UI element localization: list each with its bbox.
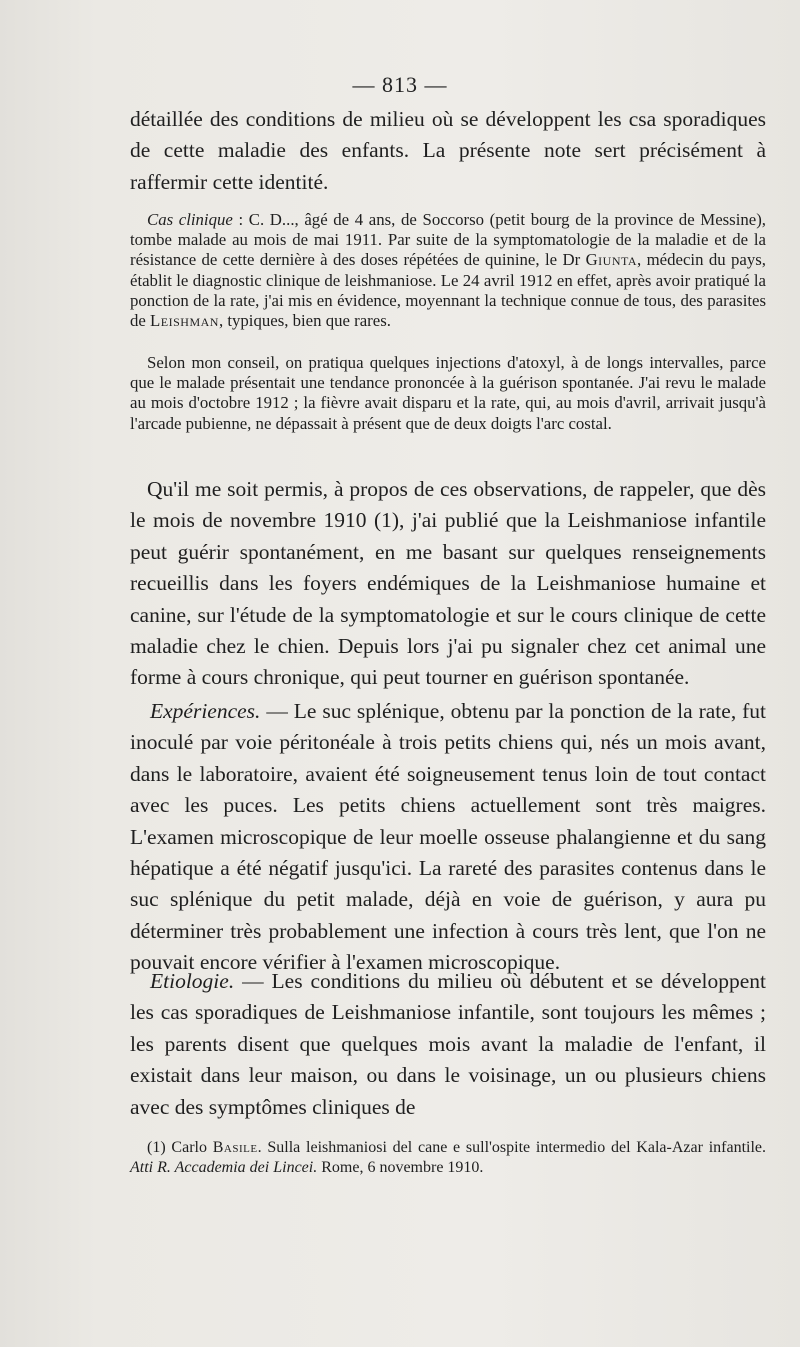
experiences-paragraph xyxy=(130,696,766,979)
case-text-a: : C. D..., âgé de 4 ans, de Soccorso (petit bourg de la province de Messine), tombe malade au mois de mai 1911. Par suite de la symptomatologie de la maladie et de la résistance de cette dernière à des doses répétées de quinine, le Dr xyxy=(130,210,766,270)
experiences-text: — Le suc splénique, obtenu par la ponction de la rate, fut inoculé par voie péritonéale à trois petits chiens qui, nés un mois avant, dans le laboratoire, avaient été soigneusement tenus loin de tout contact avec les puces. Les petits chiens actuellement sont très maigres. L'examen microscopique de leur moelle osseuse phalangienne et du sang hépatique a été négatif jusqu'ici. La rareté des parasites contenus dans le suc splénique du petit malade, déjà en voie de guérison, y aura pu déterminer très probablement une infection à cours très lent, que l'on ne pouvait encore vérifier à l'examen microscopique. xyxy=(130,699,766,975)
case-text-c: , typiques, bien que rares. xyxy=(218,311,391,331)
footnote-journal: Atti R. Accademia dei Lincei. xyxy=(130,1159,318,1176)
footnote xyxy=(130,1138,766,1178)
atoxyl-paragraph: Selon mon conseil, on pratiqua quelques injections d'atoxyl, à de longs intervalles, parce que le malade présentait une tendance prononcée à la guérison spontanée. J'ai revu le malade au mois d'octobre 1912 ; la fièvre avait disparu et la rate, qui, au mois d'avril, arrivait jusqu'à l'arcade pubienne, ne dépassait à présent que de deux doigts l'arc costal. xyxy=(130,353,766,433)
etiologie-text: — Les conditions du milieu où débutent et se développent les cas sporadiques de Leishmaniose infantile, sont toujours les mêmes ; les parents disent que quelques mois avant la maladie de l'enfant, il existait dans leur maison, ou dans le voisinage, un ou plusieurs chiens avec des symptômes cliniques de xyxy=(130,969,766,1119)
case-text-b: , médecin du pays, établit le diagnostic clinique de leishmaniose. Le 24 avril 1912 en effet, après avoir pratiqué la ponction de la rate, j'ai mis en évidence, moyennant la technique connue de tous, des parasites de xyxy=(130,250,766,331)
rappel-paragraph: Qu'il me soit permis, à propos de ces observations, de rappeler, que dès le mois de novembre 1910 (1), j'ai publié que la Leishmaniose infantile peut guérir spontanément, en me basant sur quelques renseignements recueillis dans les foyers endémiques de la Leishmaniose humaine et canine, sur l'étude de la symptomatologie et sur le cours clinique de cette maladie chez le chien. Depuis lors j'ai pu signaler chez cet animal une forme à cours chronique, qui peut tourner en guérison spontanée. xyxy=(130,477,766,690)
leishman-name: Leishman xyxy=(150,311,219,331)
etiologie-paragraph xyxy=(130,966,766,1123)
intro-paragraph: détaillée des conditions de milieu où se développent les csa sporadiques de cette maladie des enfants. La présente note sert précisément à raffermir cette identité. xyxy=(130,107,766,194)
footnote-author: Basile xyxy=(212,1139,258,1156)
etiologie-label: Etiologie. xyxy=(150,969,235,993)
footnote-mark: (1) Carlo xyxy=(147,1139,213,1156)
giunta-name: Giunta xyxy=(585,250,638,270)
page-number: — 813 — xyxy=(352,72,448,97)
clinical-case-paragraph xyxy=(130,210,766,331)
footnote-text-a: . Sulla leishmaniosi del cane e sull'ospite intermedio del Kala-Azar infantile. xyxy=(257,1139,767,1156)
experiences-label: Expériences. xyxy=(150,699,261,723)
footnote-text-b: Rome, 6 novembre 1910. xyxy=(317,1159,484,1176)
case-label: Cas clinique xyxy=(147,210,233,229)
